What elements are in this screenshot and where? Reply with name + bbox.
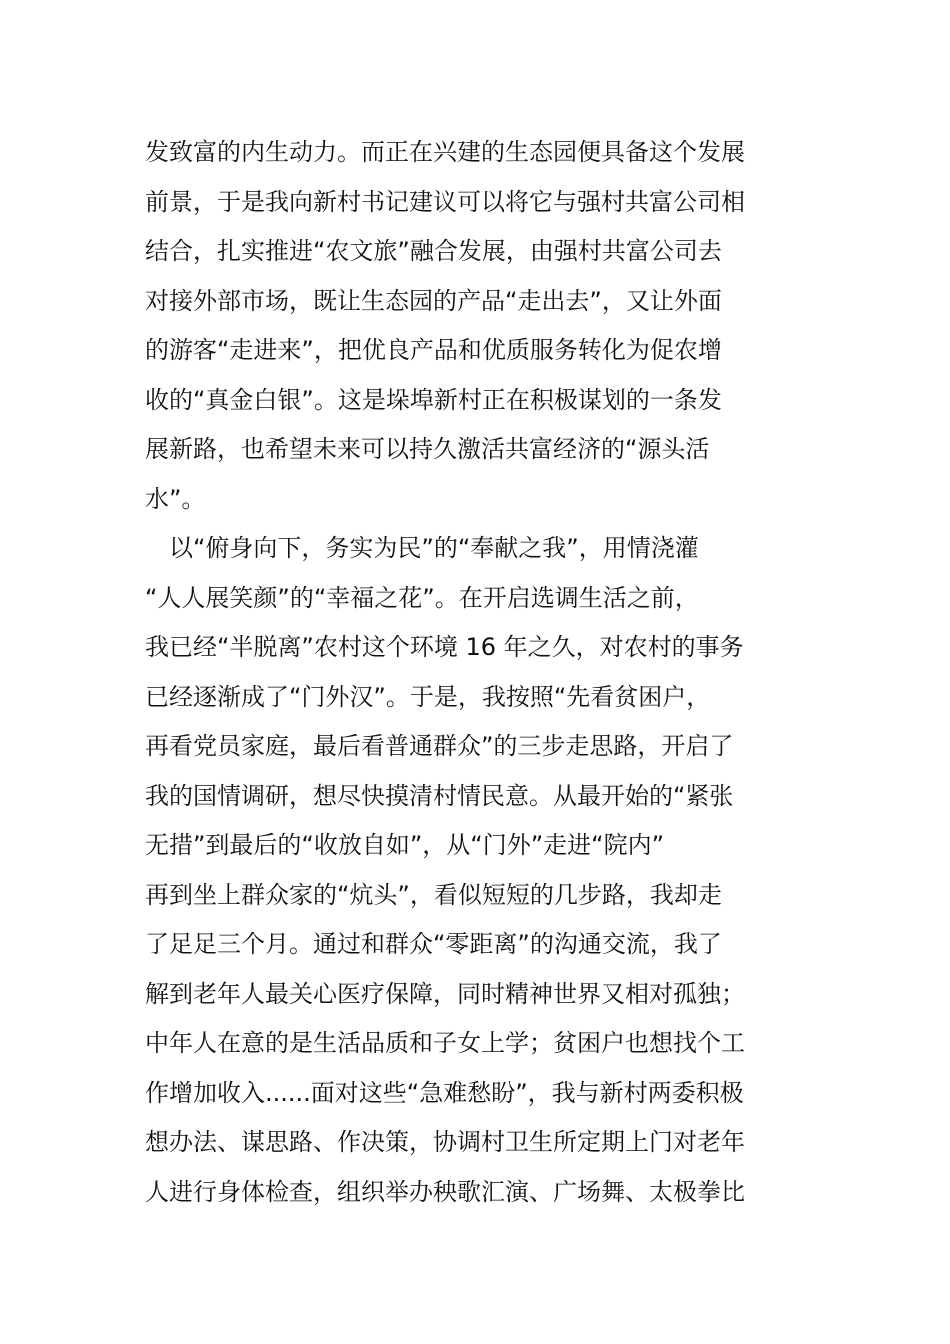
text-line-6: 收的“真金白银”。这是垛埠新村正在积极谋划的一条发 — [145, 385, 722, 414]
text-line-2: 前景，于是我向新村书记建议可以将它与强村共富公司相 — [145, 187, 745, 216]
text-line-13: 再看党员家庭，最后看普通群众”的三步走思路，开启了 — [145, 732, 734, 760]
text-line-10: “人人展笑颜”的“幸福之花”。在开启选调生活之前， — [145, 583, 699, 612]
text-line-3: 结合，扎实推进“农文旅”融合发展，由强村共富公司去 — [145, 237, 722, 265]
text-line-20: 作增加收入......面对这些“急难愁盼”，我与新村两委积极 — [145, 1078, 744, 1107]
text-line-11: 我已经“半脱离”农村这个环境 16 年之久，对农村的事务 — [145, 633, 744, 661]
text-line-15: 无措”到最后的“收放自如”，从“门外”走进“院内” — [145, 831, 665, 859]
text-line-18: 解到老年人最关心医疗保障，同时精神世界又相对孤独； — [145, 979, 745, 1008]
document-body — [145, 128, 810, 1217]
text-line-12: 已经逐渐成了“门外汉”。于是，我按照“先看贫困户， — [145, 682, 711, 711]
text-line-8: 水”。 — [145, 484, 206, 513]
text-line-4: 对接外部市场，既让生态园的产品“走出去”，又让外面 — [145, 286, 722, 315]
text-line-1: 发致富的内生动力。而正在兴建的生态园便具备这个发展 — [145, 138, 745, 166]
text-line-14: 我的国情调研，想尽快摸清村情民意。从最开始的“紧张 — [145, 781, 734, 810]
text-line-16: 再到坐上群众家的“炕头”，看似短短的几步路，我却走 — [145, 880, 722, 909]
text-line-9: 以“俯身向下，务实为民”的“奉献之我”，用情浇灌 — [145, 534, 699, 562]
text-line-5: 的游客“走进来”，把优良产品和优质服务转化为促农增 — [145, 336, 722, 364]
text-line-7: 展新路，也希望未来可以持久激活共富经济的“源头活 — [145, 435, 710, 463]
text-line-19: 中年人在意的是生活品质和子女上学；贫困户也想找个工 — [145, 1029, 745, 1057]
text-line-21: 想办法、谋思路、作决策，协调村卫生所定期上门对老年 — [145, 1128, 745, 1156]
text-line-22: 人进行身体检查，组织举办秧歌汇演、广场舞、太极拳比 — [145, 1177, 745, 1206]
text-line-17: 了足足三个月。通过和群众“零距离”的沟通交流，我了 — [145, 930, 722, 958]
